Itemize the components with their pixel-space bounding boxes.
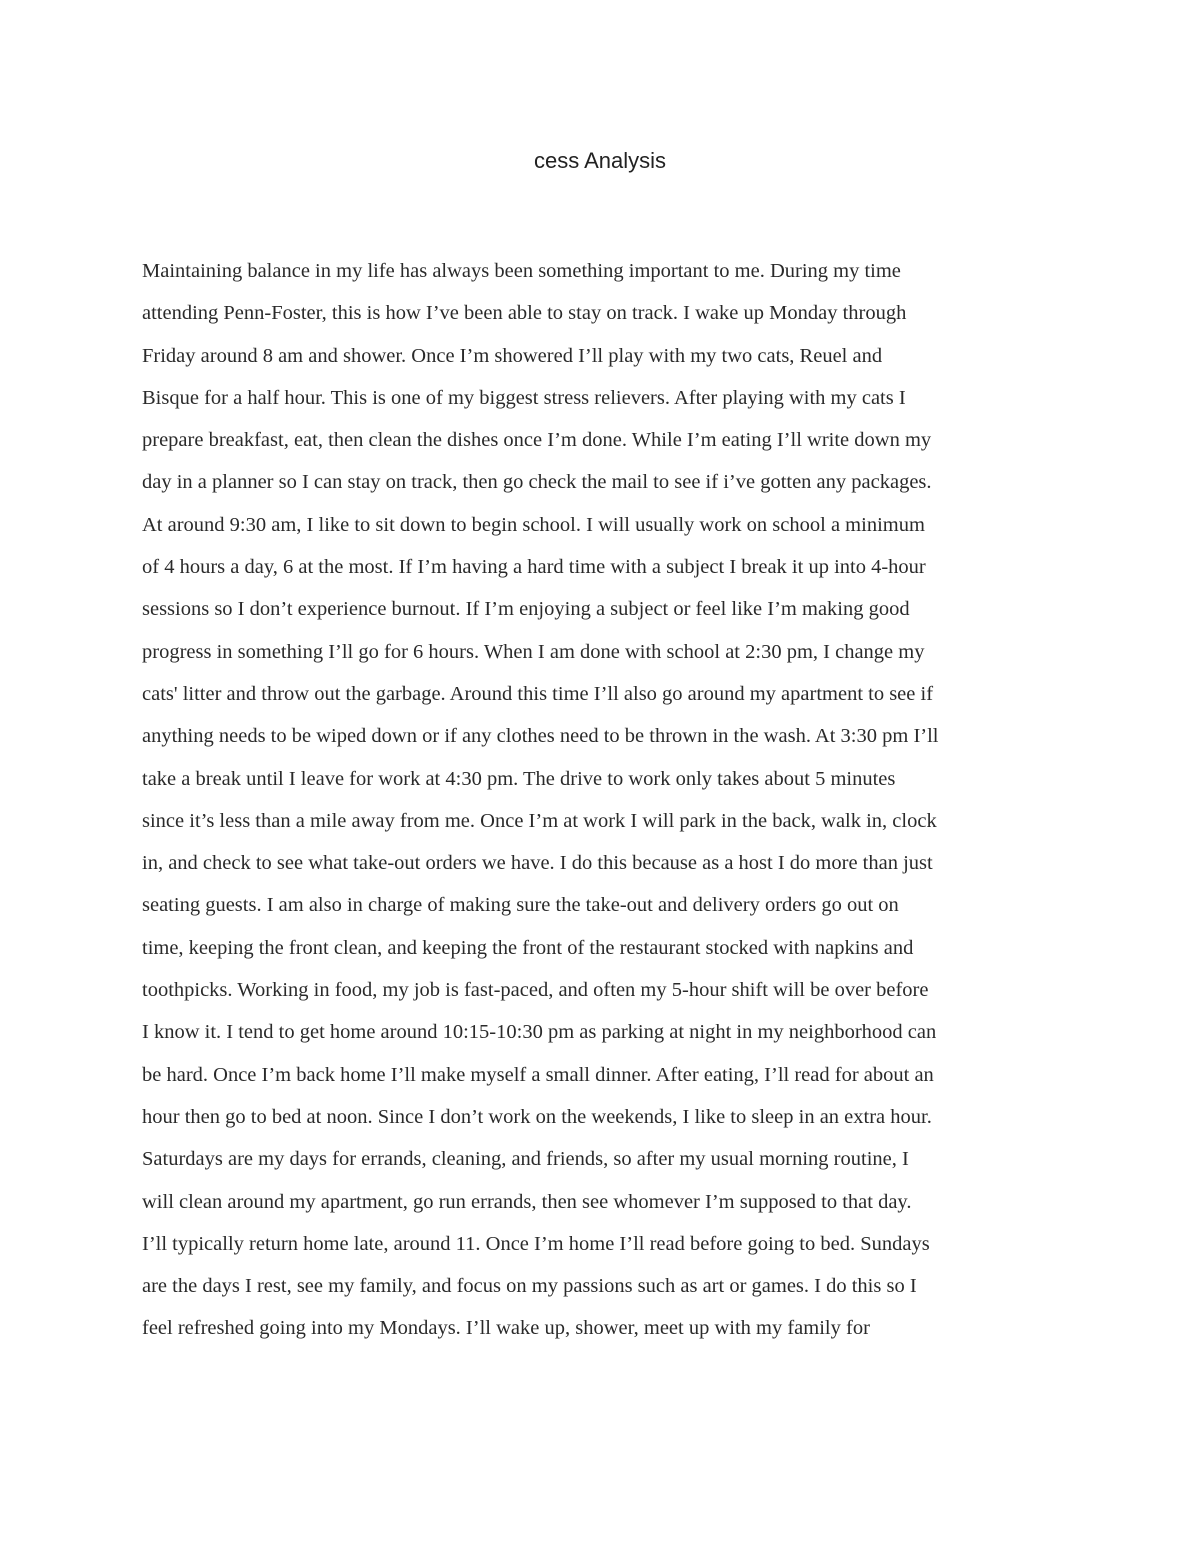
body-line: At around 9:30 am, I like to sit down to begin school. I will usually work on school a minimum	[142, 513, 925, 536]
body-line: I know it. I tend to get home around 10:15-10:30 pm as parking at night in my neighborhood can	[142, 1021, 937, 1044]
body-line: time, keeping the front clean, and keeping the front of the restaurant stocked with napkins and	[142, 936, 914, 959]
body-line: in, and check to see what take-out orders we have. I do this because as a host I do more than just	[142, 852, 933, 875]
body-line: feel refreshed going into my Mondays. I’ll wake up, shower, meet up with my family for	[142, 1317, 870, 1340]
body-line: hour then go to bed at noon. Since I don’t work on the weekends, I like to sleep in an extra hour.	[142, 1105, 932, 1128]
body-line: prepare breakfast, eat, then clean the dishes once I’m done. While I’m eating I’ll write down my	[142, 429, 932, 452]
body-line: sessions so I don’t experience burnout. If I’m enjoying a subject or feel like I’m making good	[142, 598, 910, 621]
document-title: cess Analysis	[533, 148, 667, 173]
body-line: of 4 hours a day, 6 at the most. If I’m having a hard time with a subject I break it up into 4-hour	[142, 556, 926, 579]
body-line: progress in something I’ll go for 6 hours. When I am done with school at 2:30 pm, I change my	[142, 640, 925, 663]
body-line: be hard. Once I’m back home I’ll make myself a small dinner. After eating, I’ll read for about an	[142, 1063, 934, 1086]
body-line: toothpicks. Working in food, my job is fast-paced, and often my 5-hour shift will be over before	[142, 979, 929, 1002]
body-line: take a break until I leave for work at 4:30 pm. The drive to work only takes about 5 minutes	[142, 767, 896, 790]
body-line: Maintaining balance in my life has always been something important to me. During my time	[142, 260, 901, 282]
body-line: seating guests. I am also in charge of making sure the take-out and delivery orders go out on	[142, 894, 899, 917]
body-line: will clean around my apartment, go run errands, then see whomever I’m supposed to that day.	[142, 1190, 912, 1213]
body-line: day in a planner so I can stay on track, then go check the mail to see if i’ve gotten any packages.	[142, 471, 932, 494]
body-line: attending Penn-Foster, this is how I’ve been able to stay on track. I wake up Monday through	[142, 302, 907, 325]
body-line: are the days I rest, see my family, and focus on my passions such as art or games. I do this so I	[142, 1275, 917, 1298]
body-line: Friday around 8 am and shower. Once I’m showered I’ll play with my two cats, Reuel and	[142, 344, 883, 367]
body-line: cats' litter and throw out the garbage. Around this time I’ll also go around my apartment to see if	[142, 682, 934, 705]
body-line: anything needs to be wiped down or if any clothes need to be thrown in the wash. At 3:30 pm I’ll	[142, 725, 939, 748]
document-body	[142, 250, 1102, 1350]
body-line: Bisque for a half hour. This is one of my biggest stress relievers. After playing with my cats I	[142, 386, 906, 409]
body-line: I’ll typically return home late, around 11. Once I’m home I’ll read before going to bed. Sundays	[142, 1232, 930, 1255]
body-line: since it’s less than a mile away from me. Once I’m at work I will park in the back, walk in, clock	[142, 809, 937, 832]
body-line: Saturdays are my days for errands, cleaning, and friends, so after my usual morning routine, I	[142, 1148, 909, 1171]
